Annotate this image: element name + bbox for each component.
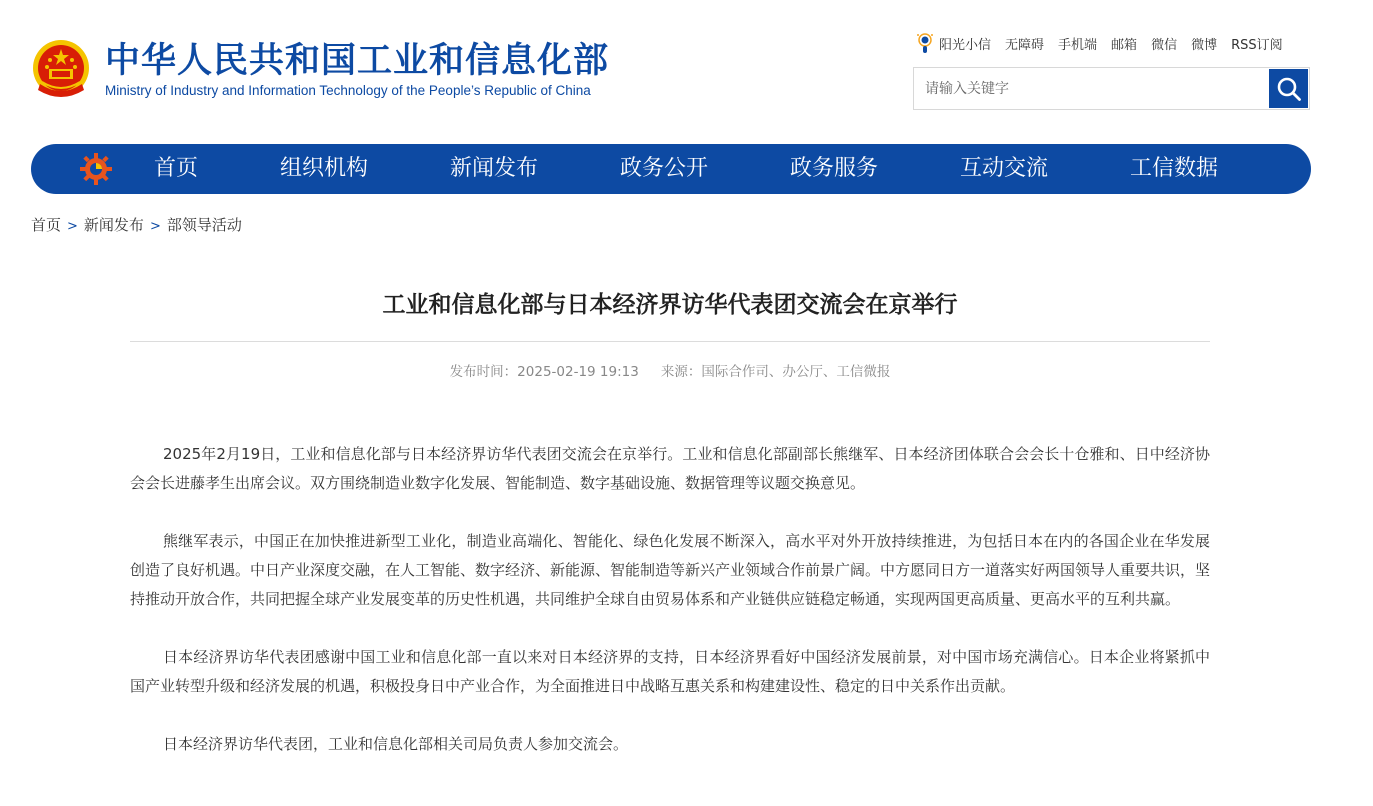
brand-name-english[interactable]: Ministry of Industry and Information Technology of the People’s Republic of China <box>105 83 591 98</box>
site-brand[interactable] <box>105 40 609 100</box>
search-icon <box>1276 76 1302 102</box>
search-box <box>913 67 1310 110</box>
main-nav <box>31 144 1311 194</box>
top-link-sunshine[interactable]: 阳光小信 <box>939 37 992 53</box>
breadcrumb-home[interactable]: 首页 <box>31 216 62 234</box>
top-link-rss[interactable]: RSS订阅 <box>1231 37 1283 53</box>
top-links-bar <box>915 32 1283 54</box>
nav-item-news[interactable]: 新闻发布 <box>450 156 539 181</box>
article-paragraph: 熊继军表示，中国正在加快推进新型工业化，制造业高端化、智能化、绿色化发展不断深入，高水平对外开放持续推进，为包括日本在内的各国企业在华发展创造了良好机遇。中日产业深度交融，在人工智能、数字经济、新能源、智能制造等新兴产业领域合作前景广阔。中方愿同日方一道落实好两国领导人重要共识，坚持推动开放合作，共同把握全球产业发展变革的历史性机遇，共同维护全球自由贸易体系和产业链供应链稳定畅通，实现两国更高质量、更高水平的互利共赢。 <box>130 532 1211 608</box>
article-paragraph: 日本经济界访华代表团感谢中国工业和信息化部一直以来对日本经济界的支持，日本经济界看好中国经济发展前景，对中国市场充满信心。日本企业将紧抓中国产业转型升级和经济发展的机遇，积极投身日中产业合作，为全面推进日中战略互惠关系和构建建设性、稳定的日中关系作出贡献。 <box>130 648 1210 695</box>
nav-item-public-affairs[interactable]: 政务公开 <box>620 156 709 181</box>
search-input[interactable] <box>914 68 1269 109</box>
article-body <box>130 440 1210 788</box>
nav-item-data[interactable]: 工信数据 <box>1130 156 1219 181</box>
breadcrumb-news[interactable]: 新闻发布 <box>83 216 144 234</box>
article-paragraph: 2025年2月19日，工业和信息化部与日本经济界访华代表团交流会在京举行。工业和信息化部副部长熊继军、日本经济团体联合会会长十仓雅和、日中经济协会会长进藤孝生出席会议。双方围绕制造业数字化发展、智能制造、数字基础设施、数据管理等议题交换意见。 <box>130 445 1210 492</box>
article-title: 工业和信息化部与日本经济界访华代表团交流会在京举行 <box>382 292 958 318</box>
site-header <box>0 0 1373 140</box>
national-emblem-icon[interactable] <box>30 38 92 102</box>
publish-time: 2025-02-19 19:13 <box>517 364 639 380</box>
breadcrumb-separator: > <box>67 219 78 234</box>
top-link-mobile[interactable]: 手机端 <box>1058 37 1098 53</box>
breadcrumb <box>31 214 242 235</box>
sun-mascot-icon <box>915 32 935 54</box>
nav-item-home[interactable]: 首页 <box>154 156 199 181</box>
nav-item-organization[interactable]: 组织机构 <box>280 156 369 181</box>
top-link-weibo[interactable]: 微博 <box>1191 37 1218 53</box>
breadcrumb-leadership-activities[interactable]: 部领导活动 <box>166 216 242 234</box>
article-source: 国际合作司、办公厅、工信微报 <box>701 364 891 380</box>
source-label: 来源： <box>660 364 702 380</box>
publish-time-label: 发布时间： <box>449 364 518 380</box>
breadcrumb-separator: > <box>149 219 161 234</box>
article-meta <box>130 360 1210 380</box>
search-button[interactable] <box>1269 69 1308 108</box>
top-link-mail[interactable]: 邮箱 <box>1111 37 1138 53</box>
gear-logo-icon[interactable] <box>79 152 113 186</box>
nav-item-services[interactable]: 政务服务 <box>790 156 879 181</box>
top-link-wechat[interactable]: 微信 <box>1151 37 1178 53</box>
top-link-accessibility[interactable]: 无障碍 <box>1005 37 1045 53</box>
title-divider <box>130 341 1210 342</box>
article-paragraph: 日本经济界访华代表团，工业和信息化部相关司局负责人参加交流会。 <box>163 735 629 753</box>
brand-name-chinese[interactable]: 中华人民共和国工业和信息化部 <box>105 41 610 81</box>
nav-item-interaction[interactable]: 互动交流 <box>960 156 1049 181</box>
